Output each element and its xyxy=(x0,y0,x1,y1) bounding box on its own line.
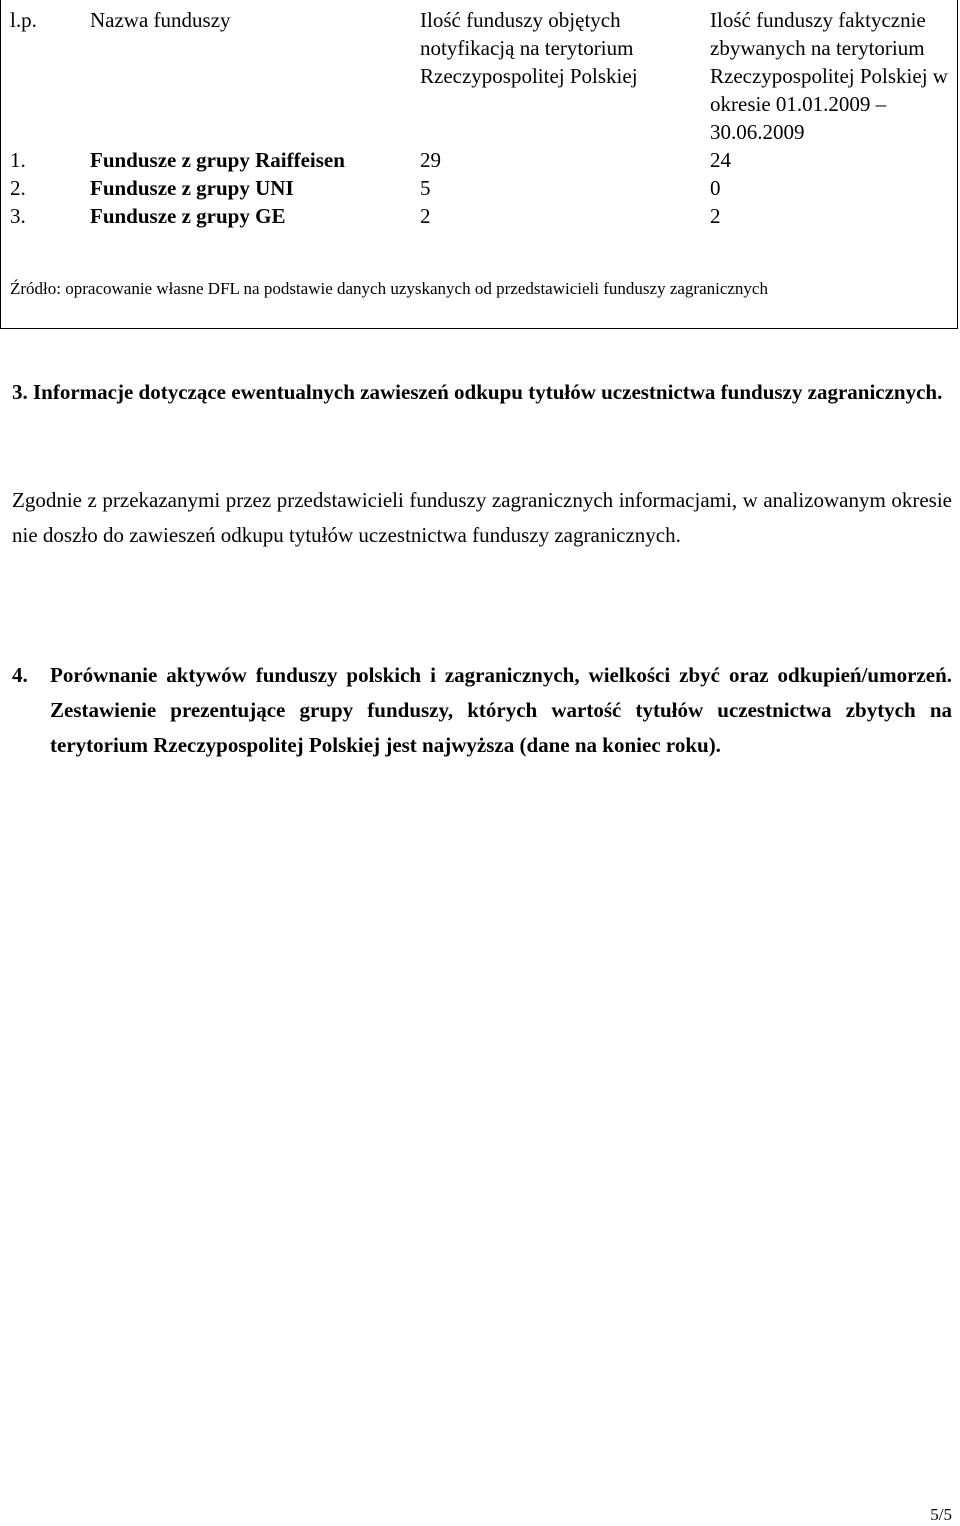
row-fund-name: Fundusze z grupy GE xyxy=(90,204,286,228)
table-row xyxy=(0,202,958,230)
section-4-heading: Porównanie aktywów funduszy polskich i zagranicznych, wielkości zbyć oraz odkupień/umorzeń. Zestawienie prezentujące grupy funduszy, których wartość tytułów uczestnictwa zbytych na terytorium Rzeczypospolitej Polskiej jest najwyższa (dane na koniec roku). xyxy=(50,663,952,757)
table-row xyxy=(0,146,958,174)
section-4-number: 4. xyxy=(12,663,28,687)
row-sold-count: 2 xyxy=(710,204,721,228)
row-notified-count: 29 xyxy=(420,148,441,172)
section-3-heading: 3. Informacje dotyczące ewentualnych zawieszeń odkupu tytułów uczestnictwa funduszy zagranicznych. xyxy=(12,380,943,404)
section-4 xyxy=(12,658,952,763)
row-sold-count: 0 xyxy=(710,176,721,200)
row-lp: 2. xyxy=(10,176,26,200)
row-notified-count: 5 xyxy=(420,176,431,200)
header-notified-count: Ilość funduszy objętych notyfikacją na terytorium Rzeczypospolitej Polskiej xyxy=(420,8,638,88)
header-sold-count: Ilość funduszy faktycznie zbywanych na terytorium Rzeczypospolitej Polskiej w okresie 01.01.2009 – 30.06.2009 xyxy=(710,8,948,144)
row-fund-name: Fundusze z grupy UNI xyxy=(90,176,294,200)
row-sold-count: 24 xyxy=(710,148,731,172)
funds-table xyxy=(0,0,958,230)
page-number: 5/5 xyxy=(930,1505,952,1524)
table-source-note: Źródło: opracowanie własne DFL na podstawie danych uzyskanych od przedstawicieli funduszy zagranicznych xyxy=(10,279,768,298)
section-3-body: Zgodnie z przekazanymi przez przedstawicieli funduszy zagranicznych informacjami, w analizowanym okresie nie doszło do zawieszeń odkupu tytułów uczestnictwa funduszy zagranicznych. xyxy=(12,488,952,547)
row-notified-count: 2 xyxy=(420,204,431,228)
table-row xyxy=(0,174,958,202)
row-lp: 3. xyxy=(10,204,26,228)
row-fund-name: Fundusze z grupy Raiffeisen xyxy=(90,148,345,172)
header-fund-name: Nazwa funduszy xyxy=(90,8,231,32)
table-header-row xyxy=(0,0,958,146)
header-lp: l.p. xyxy=(10,8,37,32)
row-lp: 1. xyxy=(10,148,26,172)
